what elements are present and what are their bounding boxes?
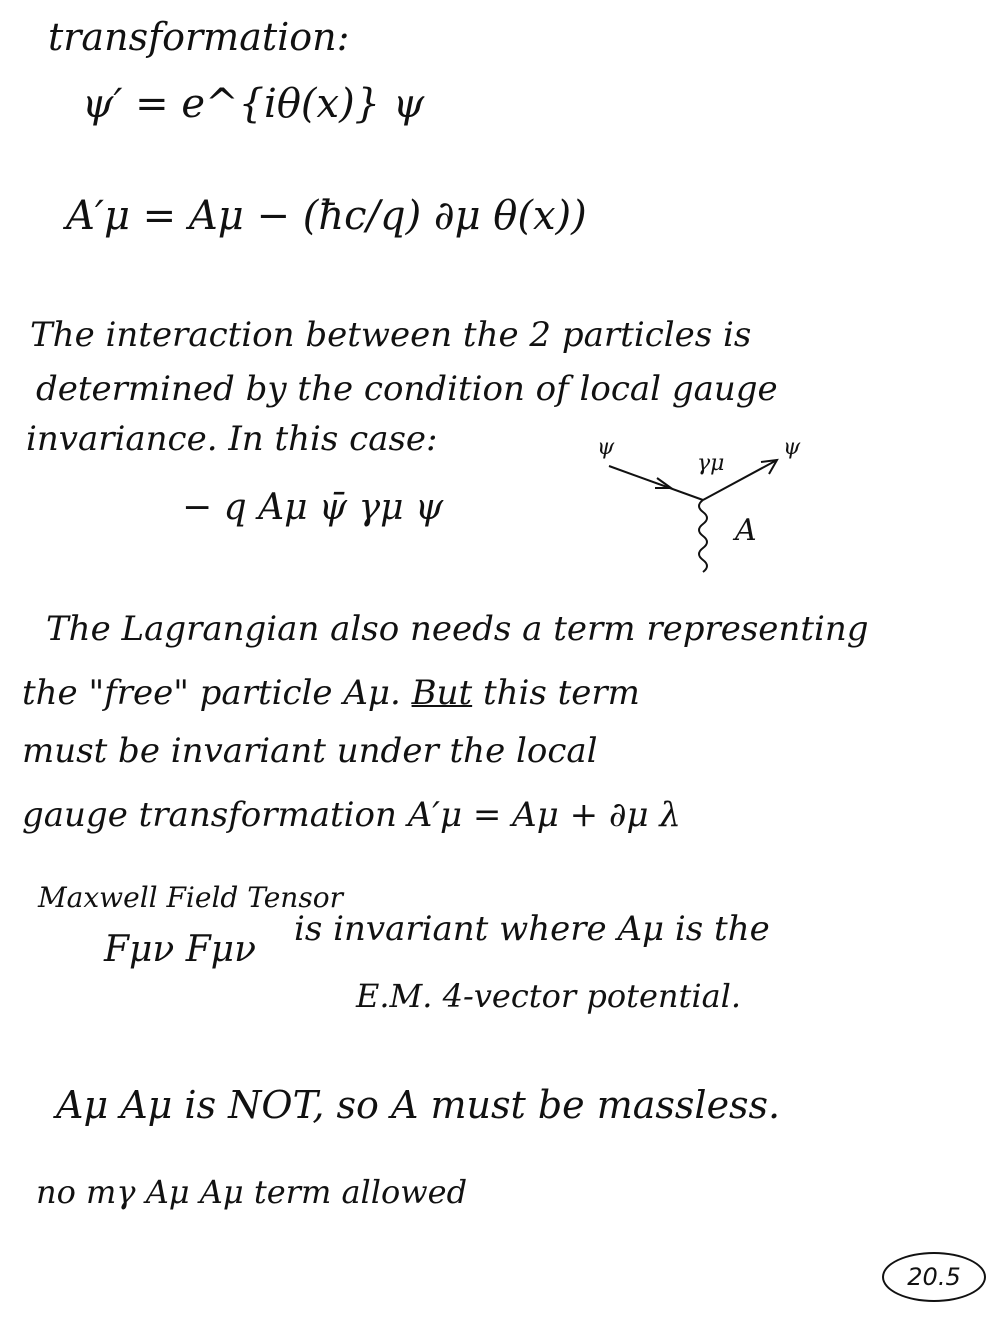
photon-wavy-line [699, 500, 707, 572]
paragraph-interaction-line-3: invariance. In this case: [26, 419, 438, 459]
potential-transformation-equation: A′μ = Aμ − (ħc/q) ∂μ θ(x)) [66, 193, 587, 239]
incoming-fermion-line [609, 466, 703, 500]
outgoing-fermion-label: ψ [783, 435, 801, 460]
paragraph-interaction-line-1: The interaction between the 2 particles is [30, 315, 752, 355]
no-mass-term-note: no mγ Aμ Aμ term allowed [36, 1173, 468, 1211]
paragraph-lagrangian-line-1: The Lagrangian also needs a term representing [46, 609, 869, 649]
boson-label: A [735, 513, 757, 548]
tensor-note-line-1: is invariant where Aμ is the [294, 909, 770, 949]
vertex-gamma-label: γμ [697, 451, 725, 476]
section-heading: transformation: [48, 15, 350, 59]
line2-prefix: the "free" particle Aμ. [22, 673, 412, 713]
tensor-note-line-2: E.M. 4-vector potential. [356, 977, 742, 1015]
massless-statement: Aμ Aμ is NOT, so A must be massless. [56, 1083, 781, 1127]
maxwell-heading: Maxwell Field Tensor [38, 881, 343, 914]
psi-transformation-equation: ψ′ = e^{iθ(x)} ψ [82, 81, 425, 127]
paragraph-lagrangian-line-4: gauge transformation A′μ = Aμ + ∂μ λ [22, 795, 681, 835]
interaction-term: − q Aμ ψ̄ γμ ψ [182, 487, 444, 528]
emphasized-but: But [411, 673, 473, 713]
page-number-badge: 20.5 [882, 1252, 986, 1302]
line2-suffix: this term [472, 673, 640, 713]
paragraph-interaction-line-2: determined by the condition of local gauge [36, 369, 778, 409]
paragraph-lagrangian-line-3: must be invariant under the local [22, 731, 598, 771]
feynman-vertex-diagram [585, 430, 815, 580]
incoming-fermion-label: ψ [597, 435, 615, 460]
paragraph-lagrangian-line-2 [22, 673, 640, 713]
field-tensor-expression: Fμν Fμν [104, 929, 256, 970]
